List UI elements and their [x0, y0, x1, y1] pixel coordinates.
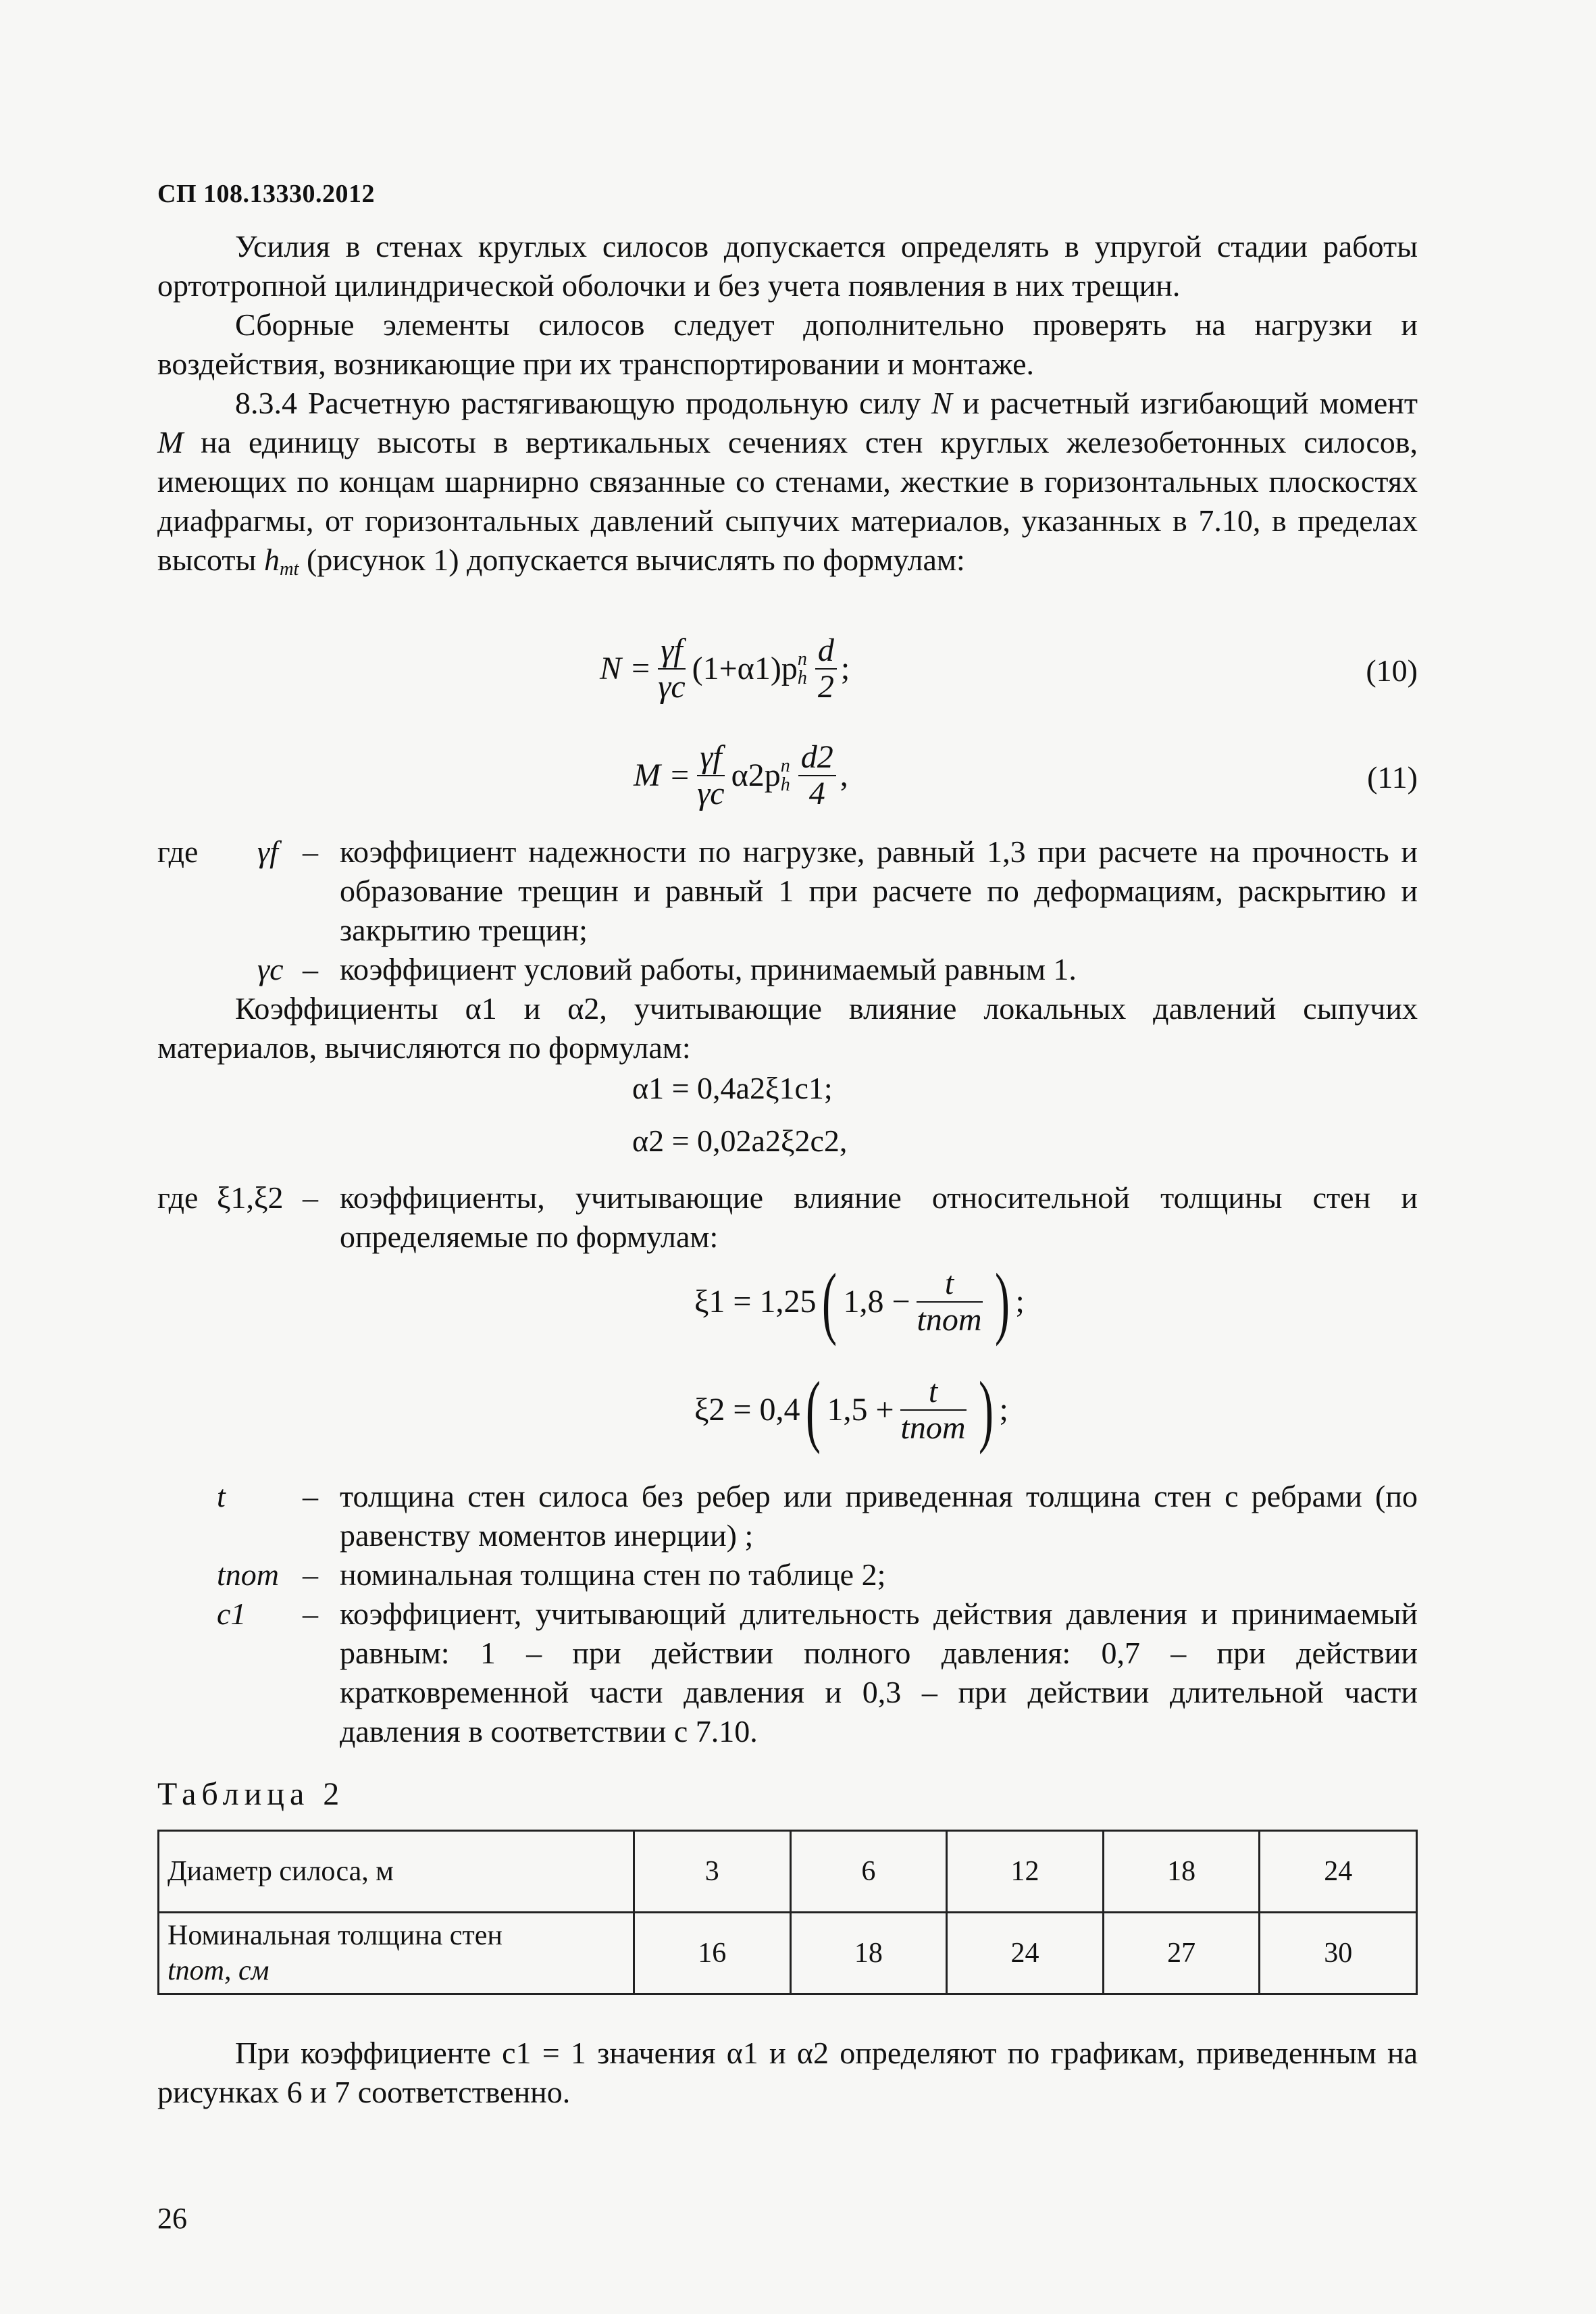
table-cell: 24: [947, 1913, 1104, 1994]
paragraph-final: [157, 2034, 1418, 2112]
table-cell: 12: [947, 1831, 1104, 1913]
gamma-c-definition: коэффициент условий работы, принимаемый равным 1.: [340, 952, 1077, 986]
paragraph-final-text: При коэффициенте c1 = 1 значения α1 и α2 определяют по графикам, приведенным на рисунках 6 и 7 соответственно.: [157, 2036, 1418, 2109]
formula-10-gamma-f: γf: [658, 633, 685, 670]
table-row-label: Диаметр силоса, м: [159, 1831, 634, 1913]
table-row-thickness: [159, 1913, 1417, 1994]
xi-2-formula-body: [694, 1366, 1008, 1454]
p3-part-3: на единицу высоты в вертикальных сечениях стен круглых железобетонных силосов, имеющих по концам шарнирно связанные со стенами, жесткие в горизонтальных плоскостях диафрагмы, от горизонтальных давлений сыпучих материалов, указанных в 7.10, в пределах высоты: [157, 425, 1418, 577]
xi-2-fraction: [898, 1374, 969, 1446]
formula-10-body: [600, 628, 850, 709]
c1-dash: –: [303, 1596, 318, 1631]
tnom-symbol: tnom: [217, 1557, 279, 1592]
table-2: [157, 1830, 1418, 1995]
xi-2-t: t: [900, 1374, 967, 1411]
table-cell: 18: [1103, 1831, 1260, 1913]
table-cell: 16: [634, 1913, 790, 1994]
definitions-gamma: [157, 832, 1418, 995]
p3-part-2: и расчетный изгибающий момент: [952, 386, 1418, 420]
xi-1-fraction: [915, 1266, 985, 1338]
formula-11-p-sup: n: [780, 755, 790, 776]
xi-1-formula: [157, 1258, 1418, 1346]
formula-11-body: [634, 735, 848, 816]
tnom-dash: –: [303, 1557, 318, 1592]
formula-11-four: 4: [808, 776, 825, 811]
definitions-t-tnom-c1: [157, 1477, 1418, 1774]
formula-10-lhs: N =: [600, 651, 652, 686]
c1-definition: коэффициент, учитывающий длительность действия давления и принимаемый равным: 1 – при действии полного давления: 0,7 – при действии кратковременной части давления и 0,3 – при действии длительной части давления в соответствии с 7.10.: [340, 1596, 1418, 1749]
p3-part-4: (рисунок 1) допускается вычислять по формулам:: [299, 543, 965, 577]
table-cell: 3: [634, 1831, 790, 1913]
where-label-1: где: [157, 834, 199, 869]
gamma-c-symbol: γc: [257, 952, 284, 986]
formula-11-number: (11): [1367, 760, 1418, 795]
xi-1-t: t: [917, 1266, 983, 1303]
table-caption: Таблица 2: [157, 1776, 345, 1812]
formula-10-p-sub: h: [797, 668, 807, 688]
formula-10-end: ;: [840, 651, 850, 686]
xi-1-left-paren: (: [822, 1257, 838, 1347]
table-cell: 24: [1260, 1831, 1417, 1913]
paragraph-8-3-4-text: [157, 384, 1418, 580]
formula-11-middle: α2p: [731, 757, 781, 793]
xi-symbols: ξ1,ξ2: [217, 1180, 284, 1215]
gamma-f-symbol: γf: [257, 834, 278, 869]
t-definition: толщина стен силоса без ребер или приведенная толщина стен с ребрами (по равенству моментов инерции) ;: [340, 1479, 1418, 1553]
formula-10-p-indices: [798, 650, 807, 688]
xi-1-lhs: ξ1 = 1,25: [694, 1284, 817, 1319]
formula-11-p-sub: h: [780, 774, 790, 795]
formula-10-d-fraction: [815, 633, 837, 705]
alpha-2-formula: [157, 1122, 1418, 1162]
t-symbol: t: [217, 1479, 226, 1513]
definitions-xi: [157, 1178, 1418, 1259]
xi-2-right-paren: ): [978, 1365, 994, 1455]
xi-2-tnom: tnom: [900, 1410, 966, 1446]
formula-10-d: d: [815, 633, 837, 670]
tnom-definition: номинальная толщина стен по таблице 2;: [340, 1557, 886, 1592]
formula-11-gamma-fraction: [694, 740, 727, 811]
paragraph-2-text: Сборные элементы силосов следует дополнительно проверять на нагрузки и воздействия, возникающие при их транспортировании и монтаже.: [157, 307, 1418, 381]
formula-10-gamma-c: γc: [658, 669, 686, 705]
formula-11-d-squared: d2: [798, 740, 836, 776]
xi-1-tnom: tnom: [917, 1302, 982, 1338]
gamma-c-dash: –: [303, 952, 318, 986]
formula-11: [157, 735, 1418, 816]
xi-1-inner: 1,8 −: [843, 1284, 910, 1319]
paragraph-alpha-intro-text: Коэффициенты α1 и α2, учитывающие влияние локальных давлений сыпучих материалов, вычисляются по формулам:: [157, 991, 1418, 1065]
xi-2-left-paren: (: [806, 1365, 821, 1455]
alpha-1-formula: [157, 1069, 1418, 1109]
gamma-f-definition: коэффициент надежности по нагрузке, равный 1,3 при расчете на прочность и образование трещин и равный 1 при расчете по деформациям, раскрытию и закрытию трещин;: [340, 834, 1418, 947]
formula-10-p-sup: n: [797, 649, 807, 670]
formula-10: [157, 628, 1418, 709]
xi-definition: коэффициенты, учитывающие влияние относительной толщины стен и определяемые по формулам:: [340, 1180, 1418, 1254]
formula-10-number: (10): [1366, 653, 1418, 688]
xi-dash: –: [303, 1180, 318, 1215]
formula-10-two: 2: [817, 669, 834, 705]
xi-2-formula: [157, 1366, 1418, 1454]
document-code-header: СП 108.13330.2012: [157, 180, 375, 208]
xi-2-end: ;: [999, 1392, 1008, 1428]
table-cell: 27: [1103, 1913, 1260, 1994]
alpha-2-formula-text: α2 = 0,02a2ξ2c2,: [632, 1124, 848, 1158]
paragraph-1-text: Усилия в стенах круглых силосов допускается определять в упругой стадии работы ортотропной цилиндрической оболочки и без учета появления в них трещин.: [157, 229, 1418, 303]
table-row-diameter: [159, 1831, 1417, 1913]
table-row-label-line-2: tnom, см: [168, 1955, 269, 1986]
page-number: 26: [157, 2202, 187, 2235]
symbol-h: h: [263, 543, 280, 577]
formula-11-d-fraction: [798, 740, 836, 811]
symbol-N: N: [931, 386, 952, 420]
alpha-1-formula-text: α1 = 0,4a2ξ1c1;: [632, 1071, 833, 1105]
formula-10-middle: (1+α1)p: [692, 651, 798, 686]
gamma-f-dash: –: [303, 834, 318, 869]
t-dash: –: [303, 1479, 318, 1513]
formula-11-end: ,: [840, 757, 848, 793]
table-row-label-line-1: Номинальная толщина стен: [168, 1920, 503, 1951]
paragraph-1: [157, 227, 1418, 305]
table-cell: 30: [1260, 1913, 1417, 1994]
paragraph-alpha-intro: [157, 989, 1418, 1067]
where-label-2: где: [157, 1180, 199, 1215]
p3-part-1: 8.3.4 Расчетную растягивающую продольную силу: [235, 386, 932, 420]
table-cell: 18: [790, 1913, 947, 1994]
xi-2-inner: 1,5 +: [827, 1392, 894, 1428]
xi-1-right-paren: ): [994, 1257, 1010, 1347]
formula-11-lhs: M =: [634, 757, 691, 793]
table-row-label: [159, 1913, 634, 1994]
formula-11-gamma-f: γf: [697, 740, 724, 776]
c1-symbol: c1: [217, 1596, 247, 1631]
xi-2-lhs: ξ2 = 0,4: [694, 1392, 800, 1428]
xi-1-formula-body: [694, 1258, 1025, 1346]
xi-1-end: ;: [1015, 1284, 1025, 1319]
paragraph-2: [157, 305, 1418, 384]
table-cell: 6: [790, 1831, 947, 1913]
paragraph-8-3-4: [157, 384, 1418, 580]
symbol-h-subscript: mt: [279, 559, 299, 580]
symbol-M: M: [157, 425, 184, 459]
formula-10-gamma-fraction: [655, 633, 688, 705]
formula-11-gamma-c: γc: [697, 776, 725, 811]
formula-11-p-indices: [781, 757, 790, 795]
